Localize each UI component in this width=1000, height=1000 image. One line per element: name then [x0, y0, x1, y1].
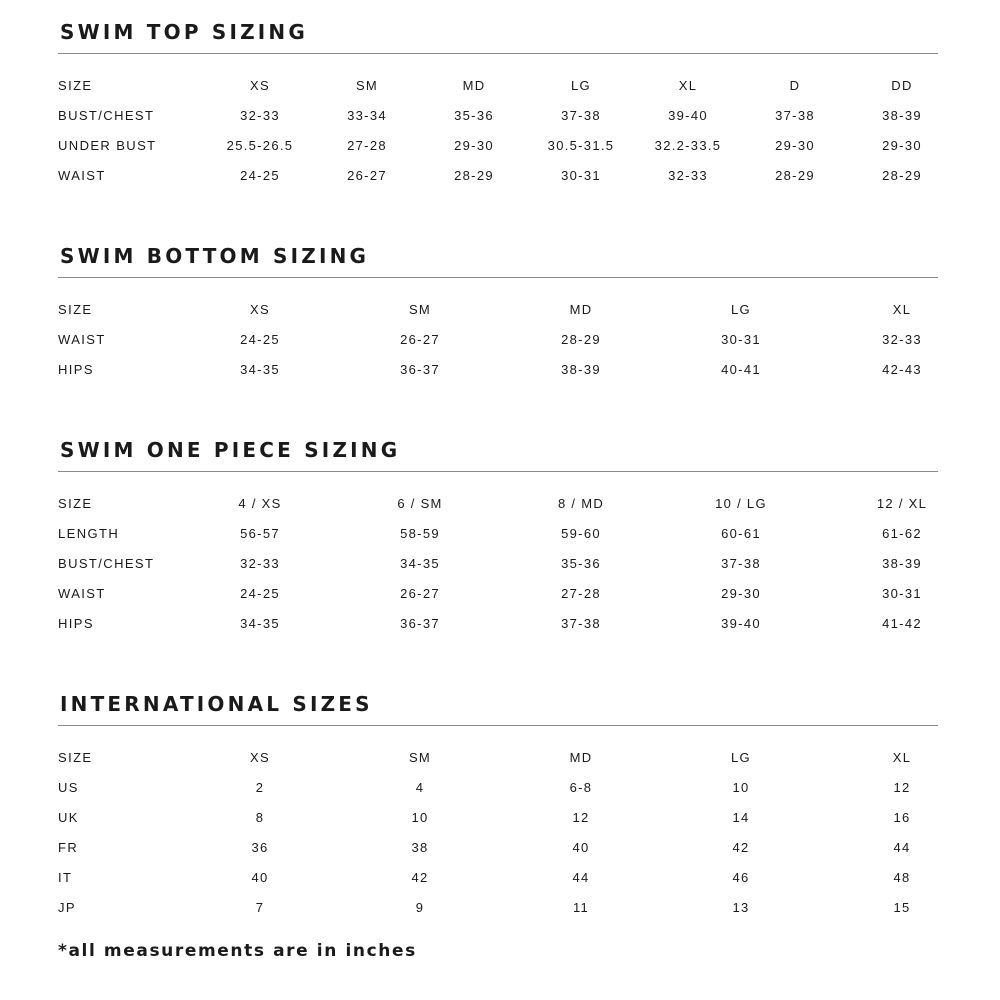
table-cell: 8: [255, 810, 265, 825]
section-divider: [58, 277, 938, 278]
table-row: [58, 554, 938, 574]
table-row: [58, 868, 938, 888]
table-cell: 30.5-31.5: [547, 138, 615, 153]
table-cell: 29-30: [775, 138, 815, 153]
swim-top-section: [58, 20, 938, 195]
table-cell: 48: [893, 870, 911, 885]
table-cell: 32-33: [240, 108, 280, 123]
table-cell: 14: [732, 810, 750, 825]
row-label: WAIST: [58, 332, 106, 347]
table-row: [58, 614, 938, 634]
table-cell: 11: [572, 900, 590, 915]
table-cell: 32-33: [882, 332, 922, 347]
table-header-row: [58, 494, 938, 514]
table-cell: 28-29: [882, 168, 922, 183]
table-cell: 42-43: [882, 362, 922, 377]
table-cell: 29-30: [882, 138, 922, 153]
size-header-cell: XL: [892, 750, 912, 765]
row-label: LENGTH: [58, 526, 120, 541]
size-header-cell: XS: [250, 78, 270, 93]
table-cell: 28-29: [454, 168, 494, 183]
table-cell: 28-29: [775, 168, 815, 183]
column-header-label: SIZE: [58, 750, 93, 765]
table-row: [58, 524, 938, 544]
table-cell: 56-57: [240, 526, 280, 541]
table-cell: 58-59: [400, 526, 440, 541]
table-cell: 6-8: [569, 780, 593, 795]
table-row: [58, 584, 938, 604]
size-header-cell: MD: [569, 750, 593, 765]
row-label: US: [58, 780, 79, 795]
size-header-cell: XL: [892, 302, 912, 317]
row-label: BUST/CHEST: [58, 556, 155, 571]
table-cell: 13: [732, 900, 750, 915]
table-cell: 10: [732, 780, 750, 795]
swim-one-piece-section: [58, 438, 938, 643]
column-header-label: SIZE: [58, 496, 93, 511]
table-cell: 35-36: [561, 556, 601, 571]
table-cell: 30-31: [561, 168, 601, 183]
size-header-cell: SM: [408, 302, 432, 317]
row-label: BUST/CHEST: [58, 108, 155, 123]
international-sizes-title: INTERNATIONAL SIZES: [60, 692, 373, 716]
table-cell: 10: [411, 810, 429, 825]
table-header-row: [58, 76, 938, 96]
swim-bottom-title: SWIM BOTTOM SIZING: [60, 244, 370, 268]
table-cell: 46: [732, 870, 750, 885]
table-row: [58, 360, 938, 380]
table-cell: 30-31: [721, 332, 761, 347]
size-header-cell: LG: [731, 302, 751, 317]
size-header-cell: D: [789, 78, 801, 93]
size-header-cell: 4 / XS: [238, 496, 282, 511]
table-cell: 44: [893, 840, 911, 855]
table-row: [58, 330, 938, 350]
table-header-row: [58, 300, 938, 320]
table-cell: 29-30: [721, 586, 761, 601]
row-label: WAIST: [58, 168, 106, 183]
table-header-row: [58, 748, 938, 768]
table-cell: 33-34: [347, 108, 387, 123]
size-header-cell: 10 / LG: [715, 496, 767, 511]
table-cell: 34-35: [240, 616, 280, 631]
table-cell: 40: [251, 870, 269, 885]
table-cell: 38: [411, 840, 429, 855]
table-cell: 32-33: [240, 556, 280, 571]
table-cell: 40: [572, 840, 590, 855]
row-label: UNDER BUST: [58, 138, 157, 153]
size-header-cell: 6 / SM: [397, 496, 443, 511]
table-cell: 37-38: [721, 556, 761, 571]
size-header-cell: LG: [731, 750, 751, 765]
table-row: [58, 166, 938, 186]
table-cell: 28-29: [561, 332, 601, 347]
table-cell: 42: [732, 840, 750, 855]
table-cell: 25.5-26.5: [226, 138, 294, 153]
table-cell: 37-38: [775, 108, 815, 123]
table-cell: 27-28: [561, 586, 601, 601]
size-header-cell: XL: [678, 78, 698, 93]
section-divider: [58, 53, 938, 54]
table-cell: 12: [893, 780, 911, 795]
row-label: FR: [58, 840, 79, 855]
size-header-cell: MD: [569, 302, 593, 317]
size-header-cell: SM: [355, 78, 379, 93]
size-header-cell: 12 / XL: [876, 496, 928, 511]
table-cell: 32.2-33.5: [654, 138, 722, 153]
table-cell: 36: [251, 840, 269, 855]
row-label: HIPS: [58, 616, 94, 631]
table-cell: 34-35: [240, 362, 280, 377]
table-cell: 39-40: [721, 616, 761, 631]
size-header-cell: XS: [250, 750, 270, 765]
column-header-label: SIZE: [58, 302, 93, 317]
table-cell: 4: [415, 780, 425, 795]
row-label: IT: [58, 870, 73, 885]
table-row: [58, 838, 938, 858]
table-cell: 15: [893, 900, 911, 915]
table-cell: 24-25: [240, 168, 280, 183]
size-header-cell: SM: [408, 750, 432, 765]
row-label: UK: [58, 810, 79, 825]
table-row: [58, 898, 938, 918]
table-cell: 34-35: [400, 556, 440, 571]
size-header-cell: XS: [250, 302, 270, 317]
table-cell: 27-28: [347, 138, 387, 153]
table-cell: 44: [572, 870, 590, 885]
table-cell: 61-62: [882, 526, 922, 541]
row-label: JP: [58, 900, 76, 915]
table-cell: 40-41: [721, 362, 761, 377]
table-row: [58, 778, 938, 798]
table-cell: 16: [893, 810, 911, 825]
table-cell: 59-60: [561, 526, 601, 541]
table-cell: 26-27: [400, 332, 440, 347]
table-cell: 2: [255, 780, 265, 795]
row-label: WAIST: [58, 586, 106, 601]
table-cell: 26-27: [347, 168, 387, 183]
table-cell: 38-39: [882, 108, 922, 123]
column-header-label: SIZE: [58, 78, 93, 93]
table-cell: 26-27: [400, 586, 440, 601]
table-row: [58, 136, 938, 156]
table-cell: 37-38: [561, 108, 601, 123]
table-cell: 36-37: [400, 616, 440, 631]
section-divider: [58, 471, 938, 472]
table-cell: 36-37: [400, 362, 440, 377]
table-row: [58, 808, 938, 828]
table-cell: 9: [415, 900, 425, 915]
table-cell: 12: [572, 810, 590, 825]
international-sizes-section: [58, 692, 938, 927]
size-header-cell: DD: [891, 78, 913, 93]
table-cell: 60-61: [721, 526, 761, 541]
table-cell: 24-25: [240, 332, 280, 347]
table-cell: 7: [255, 900, 265, 915]
size-header-cell: LG: [571, 78, 591, 93]
table-cell: 32-33: [668, 168, 708, 183]
table-cell: 37-38: [561, 616, 601, 631]
table-cell: 30-31: [882, 586, 922, 601]
table-cell: 41-42: [882, 616, 922, 631]
table-cell: 35-36: [454, 108, 494, 123]
swim-top-title: SWIM TOP SIZING: [60, 20, 308, 44]
swim-one-piece-title: SWIM ONE PIECE SIZING: [60, 438, 401, 462]
table-cell: 38-39: [561, 362, 601, 377]
table-cell: 38-39: [882, 556, 922, 571]
size-header-cell: MD: [462, 78, 486, 93]
row-label: HIPS: [58, 362, 94, 377]
table-cell: 42: [411, 870, 429, 885]
measurement-footnote: *all measurements are in inches: [58, 941, 417, 961]
table-cell: 29-30: [454, 138, 494, 153]
table-row: [58, 106, 938, 126]
swim-bottom-section: [58, 244, 938, 389]
section-divider: [58, 725, 938, 726]
size-header-cell: 8 / MD: [557, 496, 605, 511]
table-cell: 24-25: [240, 586, 280, 601]
table-cell: 39-40: [668, 108, 708, 123]
